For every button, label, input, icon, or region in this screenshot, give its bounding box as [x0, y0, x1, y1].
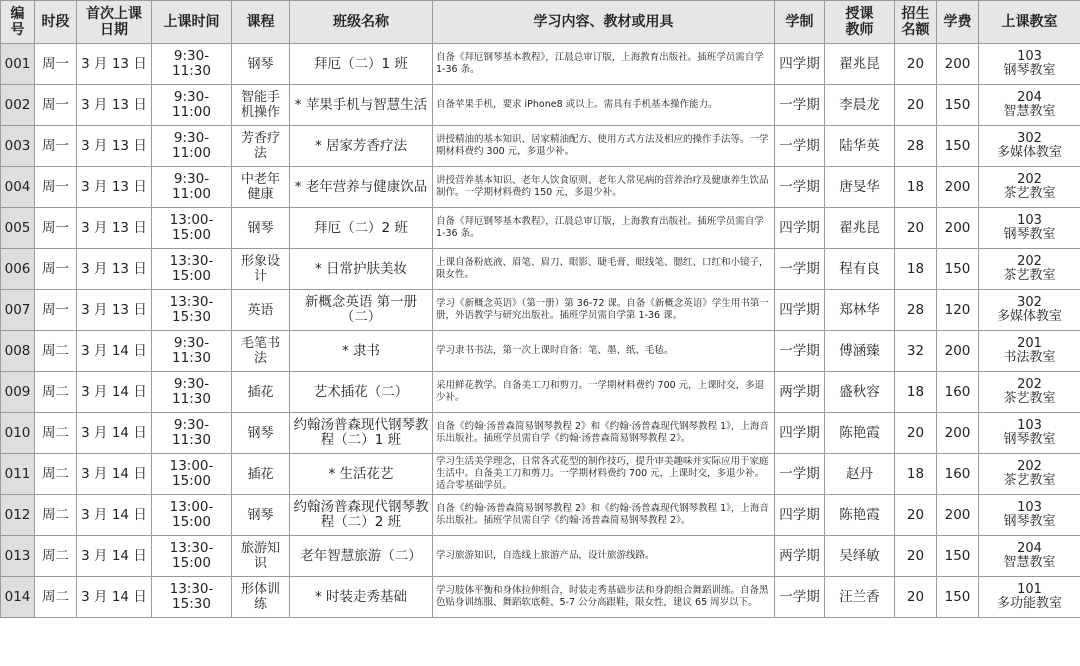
row-teacher: 陈艳霞	[825, 413, 895, 454]
row-day: 周二	[35, 495, 77, 536]
row-day: 周一	[35, 126, 77, 167]
row-first-date: 3 月 14 日	[77, 495, 152, 536]
row-day: 周二	[35, 413, 77, 454]
row-first-date: 3 月 14 日	[77, 577, 152, 618]
row-teacher: 汪兰香	[825, 577, 895, 618]
row-first-date: 3 月 13 日	[77, 208, 152, 249]
row-term: 一学期	[775, 249, 825, 290]
row-content: 采用鲜花教学。自备美工刀和剪刀。一学期材料费约 700 元，上课时交，多退少补。	[433, 372, 775, 413]
row-day: 周一	[35, 44, 77, 85]
room-name: 智慧教室	[1003, 555, 1056, 570]
row-term: 两学期	[775, 372, 825, 413]
row-term: 四学期	[775, 495, 825, 536]
table-row	[1, 454, 1080, 495]
row-fee: 150	[937, 85, 979, 126]
row-id: 013	[1, 536, 35, 577]
row-fee: 200	[937, 44, 979, 85]
row-content: 自备《约翰·汤普森简易钢琴教程 2》和《约翰·汤普森现代钢琴教程 1》，上海音乐出版社。插班学员需自学《约翰·汤普森简易钢琴教程 2》。	[433, 413, 775, 454]
room-name: 书法教室	[1003, 350, 1056, 365]
row-term: 四学期	[775, 208, 825, 249]
table-row	[1, 126, 1080, 167]
row-day: 周一	[35, 290, 77, 331]
room-number: 302	[1017, 131, 1042, 146]
row-course: 中老年健康	[232, 167, 290, 208]
row-room	[979, 167, 1080, 208]
header-quota: 招生 名额	[895, 1, 937, 44]
row-room	[979, 126, 1080, 167]
header-day: 时段	[35, 1, 77, 44]
row-first-date: 3 月 13 日	[77, 167, 152, 208]
row-content: 讲授精油的基本知识、居家精油配方、使用方式方法及相应的操作手法等。一学期材料费约 300 元，多退少补。	[433, 126, 775, 167]
row-class-name: 约翰汤普森现代钢琴教程（二）1 班	[290, 413, 433, 454]
row-id: 011	[1, 454, 35, 495]
table-row	[1, 167, 1080, 208]
row-class-name: * 日常护肤美妆	[290, 249, 433, 290]
row-content: 自备《拜厄钢琴基本教程》，江晨总审订版，上海教育出版社。插班学员需自学 1-36 条。	[433, 44, 775, 85]
row-first-date: 3 月 14 日	[77, 372, 152, 413]
row-class-name: 约翰汤普森现代钢琴教程（二）2 班	[290, 495, 433, 536]
row-fee: 200	[937, 167, 979, 208]
row-term: 一学期	[775, 577, 825, 618]
row-content: 自备《约翰·汤普森简易钢琴教程 2》和《约翰·汤普森现代钢琴教程 1》，上海音乐出版社。插班学员需自学《约翰·汤普森简易钢琴教程 2》。	[433, 495, 775, 536]
row-room	[979, 331, 1080, 372]
row-room	[979, 372, 1080, 413]
room-name: 钢琴教室	[1003, 227, 1056, 242]
row-content: 学习生活美学理念，日常各式花型的制作技巧，提升审美趣味并实际应用于家庭生活中。自备美工刀和剪刀。一学期材料费约 700 元，上课时交，多退少补。适合零基础学员。	[433, 454, 775, 495]
header-row	[1, 1, 1080, 44]
room-number: 103	[1017, 49, 1042, 64]
row-first-date: 3 月 13 日	[77, 290, 152, 331]
row-class-name: * 隶书	[290, 331, 433, 372]
row-term: 四学期	[775, 290, 825, 331]
header-id: 编 号	[1, 1, 35, 44]
table-row	[1, 372, 1080, 413]
table-row	[1, 577, 1080, 618]
row-id: 009	[1, 372, 35, 413]
row-quota: 18	[895, 454, 937, 495]
room-name: 钢琴教室	[1003, 432, 1056, 447]
header-term: 学制	[775, 1, 825, 44]
room-number: 201	[1017, 336, 1042, 351]
row-course: 插花	[232, 372, 290, 413]
table-row	[1, 331, 1080, 372]
row-day: 周一	[35, 85, 77, 126]
room-number: 103	[1017, 213, 1042, 228]
room-number: 202	[1017, 254, 1042, 269]
row-teacher: 翟兆昆	[825, 208, 895, 249]
room-name: 茶艺教室	[1003, 268, 1056, 283]
row-time: 9:30-11:30	[152, 372, 232, 413]
table-row	[1, 208, 1080, 249]
table-row	[1, 290, 1080, 331]
row-class-name: 新概念英语 第一册（二）	[290, 290, 433, 331]
row-room	[979, 44, 1080, 85]
row-content: 自备苹果手机，要求 iPhone8 或以上。需具有手机基本操作能力。	[433, 85, 775, 126]
row-course: 钢琴	[232, 413, 290, 454]
table-row	[1, 85, 1080, 126]
row-first-date: 3 月 13 日	[77, 85, 152, 126]
row-class-name: * 时装走秀基础	[290, 577, 433, 618]
row-content: 学习《新概念英语》（第一册）第 36-72 课。自备《新概念英语》学生用书第一册，外语教学与研究出版社。插班学员需自学第 1-36 课。	[433, 290, 775, 331]
row-room	[979, 290, 1080, 331]
row-term: 一学期	[775, 85, 825, 126]
row-class-name: * 生活花艺	[290, 454, 433, 495]
row-first-date: 3 月 13 日	[77, 44, 152, 85]
row-teacher: 傅涵臻	[825, 331, 895, 372]
room-name: 智慧教室	[1003, 104, 1056, 119]
row-content: 自备《拜厄钢琴基本教程》，江晨总审订版，上海教育出版社。插班学员需自学 1-36 条。	[433, 208, 775, 249]
row-teacher: 盛秋容	[825, 372, 895, 413]
room-number: 204	[1017, 541, 1042, 556]
header-teacher: 授课 教师	[825, 1, 895, 44]
row-class-name: * 居家芳香疗法	[290, 126, 433, 167]
row-first-date: 3 月 14 日	[77, 536, 152, 577]
row-teacher: 赵丹	[825, 454, 895, 495]
row-quota: 28	[895, 290, 937, 331]
row-term: 一学期	[775, 454, 825, 495]
row-day: 周一	[35, 167, 77, 208]
row-id: 014	[1, 577, 35, 618]
room-name: 茶艺教室	[1003, 473, 1056, 488]
row-id: 001	[1, 44, 35, 85]
row-time: 13:30-15:30	[152, 577, 232, 618]
row-room	[979, 413, 1080, 454]
row-course: 钢琴	[232, 44, 290, 85]
row-fee: 200	[937, 208, 979, 249]
row-quota: 18	[895, 249, 937, 290]
table-row	[1, 495, 1080, 536]
room-number: 202	[1017, 172, 1042, 187]
row-fee: 200	[937, 495, 979, 536]
row-id: 012	[1, 495, 35, 536]
row-first-date: 3 月 13 日	[77, 126, 152, 167]
row-course: 英语	[232, 290, 290, 331]
room-number: 202	[1017, 377, 1042, 392]
row-quota: 20	[895, 85, 937, 126]
row-time: 9:30-11:00	[152, 167, 232, 208]
room-name: 茶艺教室	[1003, 391, 1056, 406]
row-quota: 20	[895, 495, 937, 536]
row-quota: 18	[895, 167, 937, 208]
row-class-name: * 老年营养与健康饮品	[290, 167, 433, 208]
row-quota: 18	[895, 372, 937, 413]
row-time: 13:30-15:00	[152, 249, 232, 290]
room-number: 204	[1017, 90, 1042, 105]
row-day: 周二	[35, 372, 77, 413]
header-room: 上课教室	[979, 1, 1080, 44]
row-quota: 28	[895, 126, 937, 167]
row-time: 9:30-11:30	[152, 413, 232, 454]
room-name: 钢琴教室	[1003, 514, 1056, 529]
row-course: 芳香疗法	[232, 126, 290, 167]
row-time: 13:00-15:00	[152, 454, 232, 495]
row-quota: 20	[895, 208, 937, 249]
row-content: 学习肢体平衡和身体拉伸组合，时装走秀基础步法和身韵组合舞蹈训练。自备黑色贴身训练服、舞蹈软底鞋、5-7 公分高跟鞋，限女性，建议 65 周岁以下。	[433, 577, 775, 618]
header-first-date: 首次上课 日期	[77, 1, 152, 44]
row-course: 旅游知识	[232, 536, 290, 577]
row-term: 一学期	[775, 126, 825, 167]
room-name: 钢琴教室	[1003, 63, 1056, 78]
row-teacher: 陆华英	[825, 126, 895, 167]
header-fee: 学费	[937, 1, 979, 44]
room-number: 302	[1017, 295, 1042, 310]
room-name: 多功能教室	[996, 596, 1062, 611]
row-first-date: 3 月 14 日	[77, 454, 152, 495]
row-class-name: 拜厄（二）2 班	[290, 208, 433, 249]
row-content: 讲授营养基本知识、老年人饮食原则、老年人常见病的营养治疗及健康养生饮品制作。一学期材料费约 150 元，多退少补。	[433, 167, 775, 208]
row-teacher: 李晨龙	[825, 85, 895, 126]
row-room	[979, 85, 1080, 126]
room-name: 多媒体教室	[996, 309, 1062, 324]
row-time: 9:30-11:00	[152, 126, 232, 167]
row-room	[979, 577, 1080, 618]
row-quota: 20	[895, 536, 937, 577]
row-fee: 150	[937, 577, 979, 618]
row-fee: 200	[937, 413, 979, 454]
row-time: 13:30-15:30	[152, 290, 232, 331]
row-room	[979, 454, 1080, 495]
row-id: 007	[1, 290, 35, 331]
row-course: 形体训练	[232, 577, 290, 618]
room-number: 202	[1017, 459, 1042, 474]
room-number: 103	[1017, 418, 1042, 433]
header-time: 上课时间	[152, 1, 232, 44]
table-row	[1, 536, 1080, 577]
row-quota: 20	[895, 577, 937, 618]
row-course: 插花	[232, 454, 290, 495]
row-teacher: 郑林华	[825, 290, 895, 331]
room-name: 多媒体教室	[996, 145, 1062, 160]
row-content: 学习旅游知识，自选线上旅游产品，设计旅游线路。	[433, 536, 775, 577]
row-course: 钢琴	[232, 208, 290, 249]
row-day: 周一	[35, 208, 77, 249]
row-first-date: 3 月 14 日	[77, 331, 152, 372]
room-name: 茶艺教室	[1003, 186, 1056, 201]
row-course: 形象设计	[232, 249, 290, 290]
row-time: 9:30-11:30	[152, 331, 232, 372]
row-room	[979, 495, 1080, 536]
row-fee: 150	[937, 249, 979, 290]
row-class-name: * 苹果手机与智慧生活	[290, 85, 433, 126]
row-time: 9:30-11:30	[152, 44, 232, 85]
row-quota: 32	[895, 331, 937, 372]
row-teacher: 翟兆昆	[825, 44, 895, 85]
room-number: 103	[1017, 500, 1042, 515]
row-teacher: 程有良	[825, 249, 895, 290]
row-fee: 160	[937, 454, 979, 495]
row-day: 周二	[35, 577, 77, 618]
row-course: 毛笔书法	[232, 331, 290, 372]
row-day: 周二	[35, 331, 77, 372]
row-id: 006	[1, 249, 35, 290]
row-class-name: 老年智慧旅游（二）	[290, 536, 433, 577]
row-day: 周二	[35, 454, 77, 495]
row-day: 周二	[35, 536, 77, 577]
row-id: 003	[1, 126, 35, 167]
row-content: 学习隶书书法，第一次上课时自备：笔、墨、纸、毛毡。	[433, 331, 775, 372]
room-number: 101	[1017, 582, 1042, 597]
row-term: 四学期	[775, 413, 825, 454]
row-class-name: 艺术插花（二）	[290, 372, 433, 413]
header-content: 学习内容、教材或用具	[433, 1, 775, 44]
row-quota: 20	[895, 44, 937, 85]
table-row	[1, 413, 1080, 454]
row-fee: 120	[937, 290, 979, 331]
row-term: 一学期	[775, 331, 825, 372]
row-class-name: 拜厄（二）1 班	[290, 44, 433, 85]
table-row	[1, 249, 1080, 290]
row-id: 002	[1, 85, 35, 126]
row-teacher: 陈艳霞	[825, 495, 895, 536]
row-quota: 20	[895, 413, 937, 454]
row-id: 005	[1, 208, 35, 249]
header-class-name: 班级名称	[290, 1, 433, 44]
row-fee: 150	[937, 126, 979, 167]
row-time: 13:00-15:00	[152, 208, 232, 249]
row-id: 010	[1, 413, 35, 454]
row-id: 008	[1, 331, 35, 372]
row-room	[979, 249, 1080, 290]
row-teacher: 吴绎敏	[825, 536, 895, 577]
row-room	[979, 208, 1080, 249]
row-content: 上课自备粉底液、眉笔、眉刀、眼影、睫毛膏、眼线笔、腮红、口红和小镜子，限女性。	[433, 249, 775, 290]
row-course: 钢琴	[232, 495, 290, 536]
row-term: 四学期	[775, 44, 825, 85]
row-time: 9:30-11:00	[152, 85, 232, 126]
row-term: 一学期	[775, 167, 825, 208]
row-fee: 160	[937, 372, 979, 413]
row-time: 13:00-15:00	[152, 495, 232, 536]
row-fee: 200	[937, 331, 979, 372]
row-teacher: 唐旻华	[825, 167, 895, 208]
row-room	[979, 536, 1080, 577]
row-day: 周一	[35, 249, 77, 290]
header-course: 课程	[232, 1, 290, 44]
table-row	[1, 44, 1080, 85]
row-first-date: 3 月 13 日	[77, 249, 152, 290]
row-first-date: 3 月 14 日	[77, 413, 152, 454]
row-id: 004	[1, 167, 35, 208]
row-term: 两学期	[775, 536, 825, 577]
row-course: 智能手机操作	[232, 85, 290, 126]
row-time: 13:30-15:00	[152, 536, 232, 577]
row-fee: 150	[937, 536, 979, 577]
